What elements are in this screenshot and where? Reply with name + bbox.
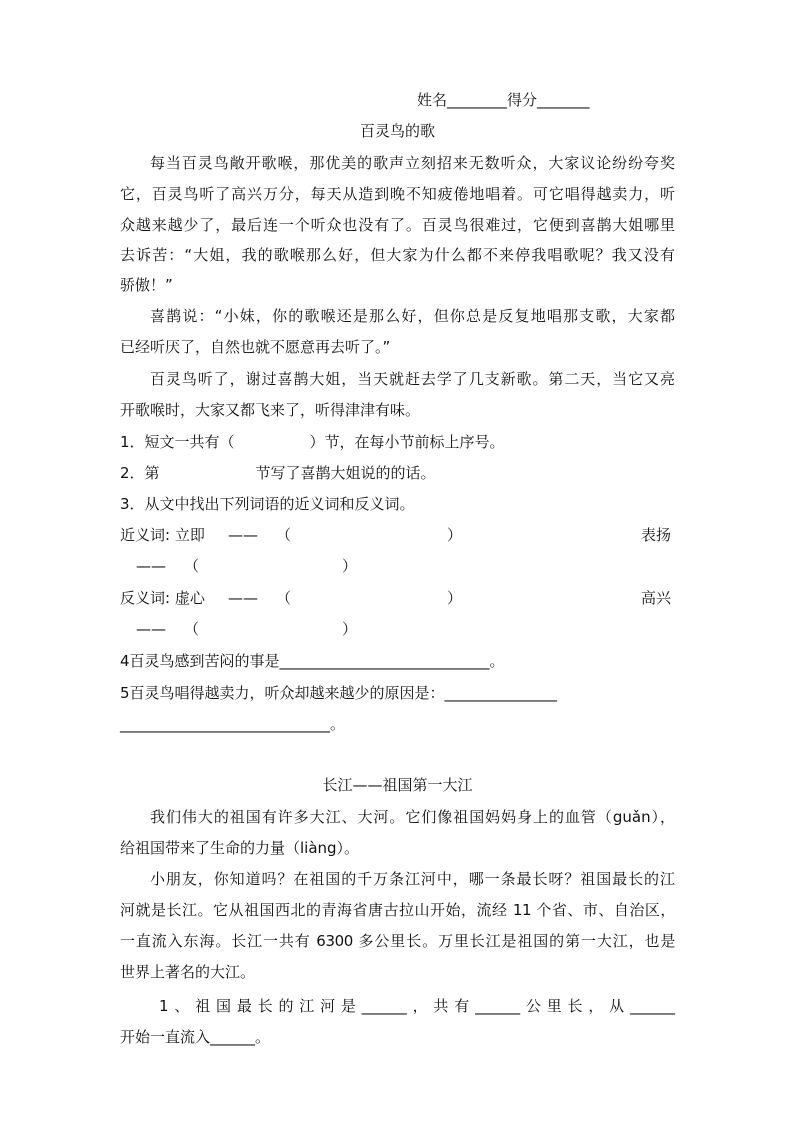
antonym-close1: ）	[447, 589, 463, 607]
synonym-answer2-blank[interactable]	[208, 556, 343, 576]
q1-before: 1．短文一共有（	[120, 433, 235, 451]
story2-p2-line1: 小朋友，你知道吗？在祖国的千万条江河中，哪一条最长呀？祖国最长的江	[150, 870, 675, 888]
story1-p1-line5: 骄傲！”	[120, 276, 173, 294]
antonym-answer2-blank[interactable]	[208, 619, 343, 639]
q5-answer-blank2[interactable]: ____________________________	[120, 715, 330, 733]
story1-p1-line4: 去诉苦：“大姐，我的歌喉那么好，但大家为什么都不来停我唱歌呢？我又没有	[120, 246, 675, 264]
q5-end: 。	[330, 715, 346, 733]
synonym-answer1-blank[interactable]	[300, 525, 448, 545]
synonym-dash1: ——	[228, 526, 258, 544]
story2-question-1-cont	[120, 1027, 270, 1047]
story1-question-5-cont	[120, 714, 345, 734]
story1-question-5	[120, 683, 557, 703]
q4-end: 。	[489, 652, 505, 670]
antonym-dash2: ——	[136, 620, 166, 638]
q2-after: 节写了喜鹊大姐说的的话。	[255, 464, 436, 482]
story2-p2-line4: 世界上著名的大江。	[120, 963, 256, 981]
score-label: 得分	[507, 91, 538, 109]
antonym-close2: ）	[342, 620, 358, 638]
q4-text: 4百灵鸟感到苦闷的事是	[120, 652, 280, 670]
antonym-dash1: ——	[228, 589, 258, 607]
story1-p1-line1: 每当百灵鸟敞开歌喉，那优美的歌声立刻招来无数听众，大家议论纷纷夸奖	[150, 154, 675, 172]
q2-before: 2．第	[120, 464, 160, 482]
s2q1-part3: 公里长，从	[520, 997, 630, 1015]
antonym-label: 反义词: 虚心	[120, 589, 205, 607]
s2q1-part1: 1、祖国最长的江河是	[159, 997, 362, 1015]
antonym-answer1-blank[interactable]	[300, 588, 448, 608]
story2-p2-line2: 河就是长江。它从祖国西北的青海省唐古拉山开始，流经 11 个省、市、自治区，	[120, 901, 675, 919]
q5-answer-blank1[interactable]: _______________	[444, 684, 558, 702]
s2q1-blank2[interactable]: ______	[475, 997, 521, 1015]
story1-question-2	[120, 463, 436, 483]
synonym-open2: （	[184, 557, 200, 575]
antonym-word2: 高兴	[641, 589, 672, 607]
antonym-open1: （	[276, 589, 292, 607]
story1-p3-line2: 开歌喉时，大家又都飞来了，听得津津有味。	[120, 401, 421, 419]
story1-p1-line3: 众越来越少了，最后连一个听众也没有了。百灵鸟很难过，它便到喜鹊大姐哪里	[120, 216, 675, 234]
story1-question-4	[120, 651, 505, 671]
synonym-word1: 立即	[174, 526, 205, 544]
q4-answer-blank[interactable]: ____________________________	[279, 652, 490, 670]
synonym-word2: 表扬	[641, 526, 672, 544]
s2q1-part4: 开始一直流入	[120, 1028, 211, 1046]
story2-question-1	[159, 996, 675, 1016]
story1-question-1	[120, 432, 505, 452]
q5-text: 5百灵鸟唱得越卖力，听众却越来越少的原因是：	[120, 684, 445, 702]
s2q1-blank1[interactable]: ______	[361, 997, 407, 1015]
synonym-close2: ）	[342, 557, 358, 575]
synonym-close1: ）	[447, 526, 463, 544]
story2-p2-line3: 一直流入东海。长江一共有 6300 多公里长。万里长江是祖国的第一大江，也是	[120, 932, 675, 950]
s2q1-blank4[interactable]: ______	[210, 1028, 256, 1046]
story1-p2-line2: 已经听厌了，自然也就不愿意再去听了。”	[120, 338, 391, 356]
story1-p2-line1: 喜鹊说：“小妹，你的歌喉还是那么好，但你总是反复地唱那支歌，大家都	[150, 307, 675, 325]
header-name-score	[417, 90, 590, 110]
synonym-dash2: ——	[136, 557, 166, 575]
synonym-open1: （	[276, 526, 292, 544]
q1-after: ）节，在每小节前标上序号。	[309, 433, 505, 451]
story1-question-3: 3．从文中找出下列词语的近义词和反义词。	[120, 495, 415, 513]
score-blank[interactable]: _______	[537, 91, 590, 109]
synonym-label: 近义词: 立即	[120, 526, 205, 544]
story2-title: 长江——祖国第一大江	[322, 776, 473, 794]
antonym-word1: 虚心	[174, 589, 205, 607]
s2q1-end: 。	[255, 1028, 271, 1046]
story1-p3-line1: 百灵鸟听了，谢过喜鹊大姐，当天就赶去学了几支新歌。第二天，当它又亮	[150, 370, 675, 388]
story2-p1-line1: 我们伟大的祖国有许多大江、大河。它们像祖国妈妈身上的血管（guǎn），	[150, 808, 675, 826]
story1-title: 百灵鸟的歌	[359, 122, 435, 140]
name-label: 姓名	[417, 91, 448, 109]
story1-p1-line2: 它，百灵鸟听了高兴万分，每天从造到晚不知疲倦地唱着。可它唱得越卖力，听	[120, 185, 675, 203]
name-blank[interactable]: ________	[447, 91, 508, 109]
story2-p1-line2: 给祖国带来了生命的力量（liàng）。	[120, 839, 360, 857]
antonym-open2: （	[184, 620, 200, 638]
s2q1-part2: ，共有	[406, 997, 476, 1015]
s2q1-blank3[interactable]: ______	[630, 997, 675, 1015]
